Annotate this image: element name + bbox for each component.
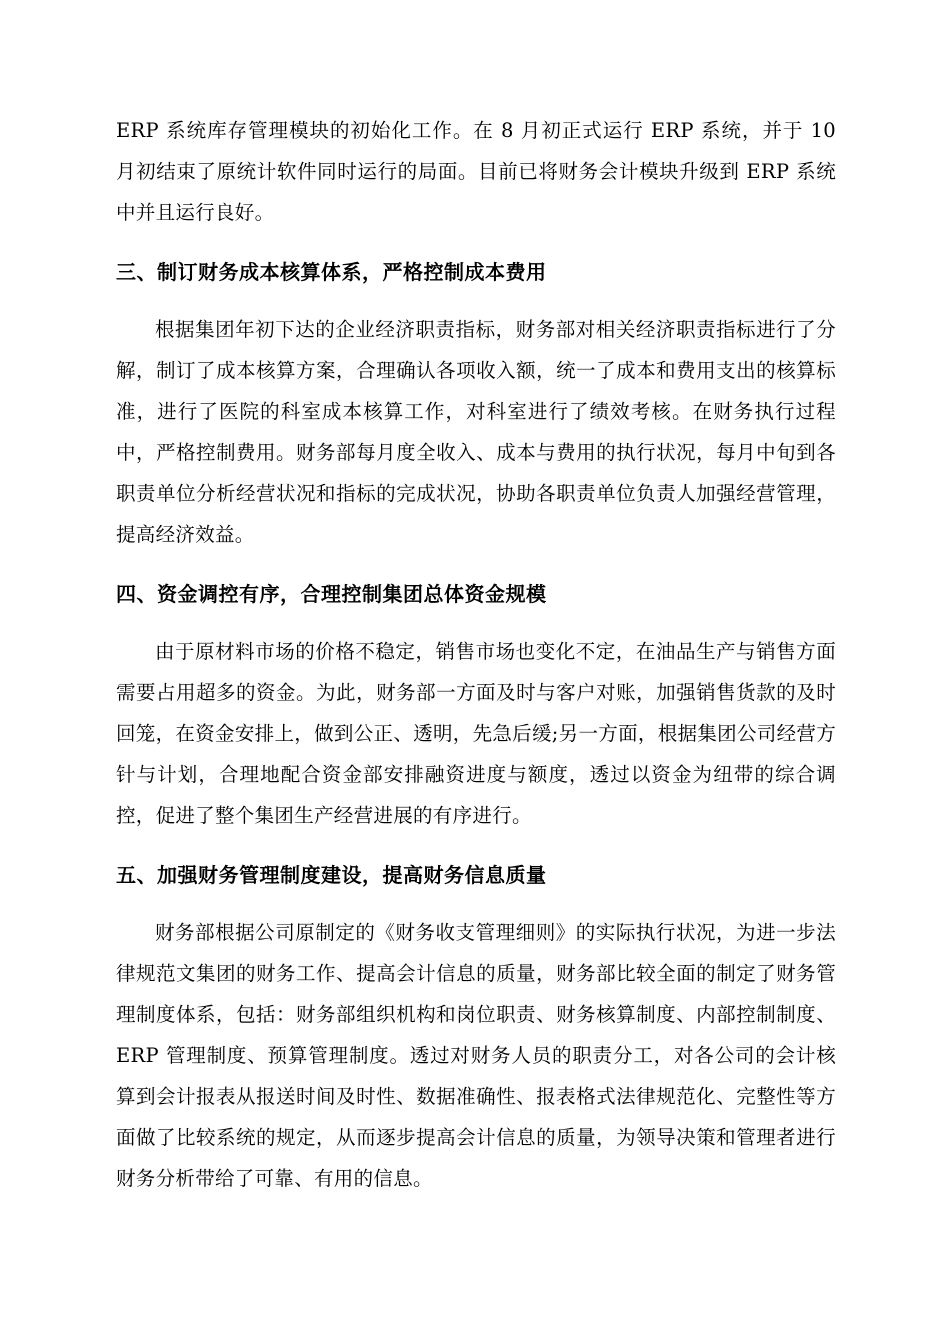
intro-paragraph: ERP 系统库存管理模块的初始化工作。在 8 月初正式运行 ERP 系统，并于 10 月初结束了原统计软件同时运行的局面。目前已将财务会计模块升级到 ERP 系统中并且运行良好。 — [116, 119, 836, 224]
section-heading-3: 三、制订财务成本核算体系，严格控制成本费用 — [116, 260, 547, 284]
section-body-4: 由于原材料市场的价格不稳定，销售市场也变化不定，在油品生产与销售方面需要占用超多的资金。为此，财务部一方面及时与客户对账，加强销售货款的及时回笼，在资金安排上，做到公正、透明，先急后缓;另一方面，根据集团公司经营方针与计划，合理地配合资金部安排融资进度与额度，透过以资金为纽带的综合调控，促进了整个集团生产经营进展的有序进行。 — [116, 640, 836, 827]
document-content — [116, 110, 836, 1199]
section-body-3: 根据集团年初下达的企业经济职责指标，财务部对相关经济职责指标进行了分解，制订了成本核算方案，合理确认各项收入额，统一了成本和费用支出的核算标准，进行了医院的科室成本核算工作，对科室进行了绩效考核。在财务执行过程中，严格控制费用。财务部每月度全收入、成本与费用的执行状况，每月中旬到各职责单位分析经营状况和指标的完成状况，协助各职责单位负责人加强经营管理，提高经济效益。 — [116, 318, 836, 546]
section-heading-5: 五、加强财务管理制度建设，提高财务信息质量 — [116, 863, 547, 887]
section-body-5: 财务部根据公司原制定的《财务收支管理细则》的实际执行状况，为进一步法律规范文集团的财务工作、提高会计信息的质量，财务部比较全面的制定了财务管理制度体系，包括：财务部组织机构和岗位职责、财务核算制度、内部控制制度、ERP 管理制度、预算管理制度。透过对财务人员的职责分工，对各公司的会计核算到会计报表从报送时间及时性、数据准确性、报表格式法律规范化、完整性等方面做了比较系统的规定，从而逐步提高会计信息的质量，为领导决策和管理者进行财务分析带给了可靠、有用的信息。 — [116, 921, 836, 1190]
section-heading-4: 四、资金调控有序，合理控制集团总体资金规模 — [116, 582, 547, 606]
